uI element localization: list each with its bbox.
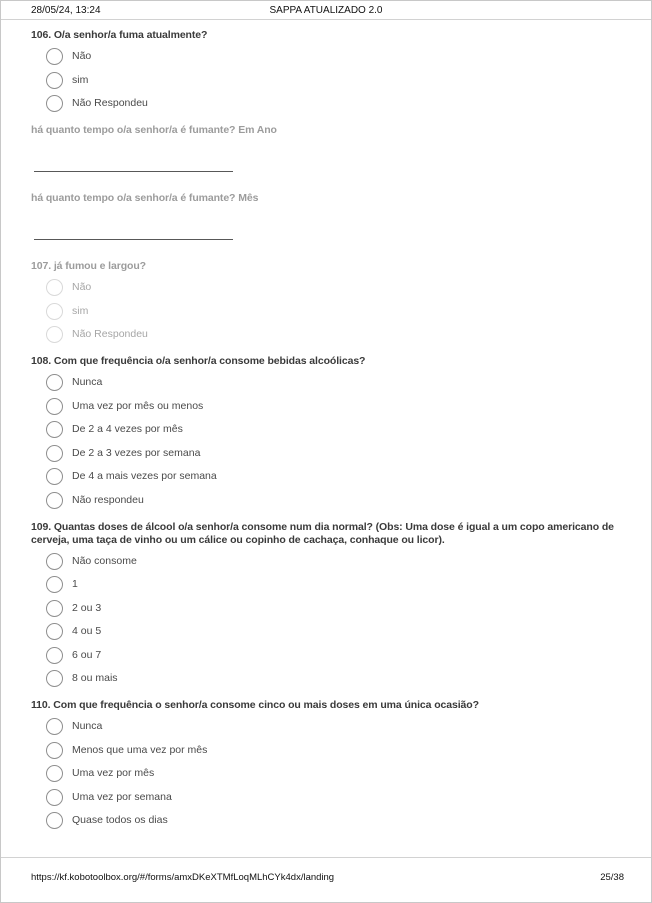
- print-datetime: 28/05/24, 13:24: [31, 5, 101, 16]
- radio-option: [46, 326, 627, 343]
- radio-option-label: Não Respondeu: [72, 328, 148, 340]
- radio-option[interactable]: [46, 576, 627, 593]
- radio-option-label: Não consome: [72, 554, 137, 567]
- radio-icon[interactable]: [46, 742, 63, 759]
- radio-icon[interactable]: [46, 72, 63, 89]
- radio-option-label: Nunca: [72, 720, 103, 732]
- radio-icon[interactable]: [46, 374, 63, 391]
- text-input[interactable]: [34, 239, 233, 240]
- question-label: há quanto tempo o/a senhor/a é fumante? Em Ano: [31, 124, 277, 136]
- question-label: 109. Quantas doses de álcool o/a senhor/a consome num dia normal? (Obs: Uma dose é igual a um copo americano de cerveja, uma taça de vinho ou um cálice ou copinho de cachaça, conhaque ou licor).: [31, 520, 614, 546]
- radio-option-label: De 2 a 4 vezes por mês: [72, 423, 183, 435]
- radio-option[interactable]: [46, 718, 627, 735]
- radio-icon[interactable]: [46, 421, 63, 438]
- radio-option-label: Nunca: [72, 376, 103, 388]
- question-106: [31, 29, 627, 112]
- radio-option-label: 1: [72, 578, 78, 590]
- question-108: [31, 355, 627, 509]
- print-header: [1, 1, 651, 20]
- radio-icon[interactable]: [46, 812, 63, 829]
- radio-option-label: De 2 a 3 vezes por semana: [72, 446, 201, 459]
- radio-option-label: Não: [72, 281, 92, 293]
- radio-icon[interactable]: [46, 623, 63, 640]
- radio-option[interactable]: [46, 445, 627, 462]
- radio-option[interactable]: [46, 812, 627, 829]
- radio-icon: [46, 279, 63, 296]
- question-label: 108. Com que frequência o/a senhor/a consome bebidas alcoólicas?: [31, 355, 366, 367]
- radio-option[interactable]: [46, 742, 627, 759]
- radio-icon[interactable]: [46, 553, 63, 570]
- radio-option-label: De 4 a mais vezes por semana: [72, 470, 217, 482]
- radio-option[interactable]: [46, 374, 627, 391]
- question-label: 106. O/a senhor/a fuma atualmente?: [31, 29, 208, 41]
- document-title: SAPPA ATUALIZADO 2.0: [269, 5, 383, 16]
- radio-option-label: Não: [72, 50, 92, 62]
- page-indicator: 25/38: [600, 872, 624, 883]
- text-input[interactable]: [34, 171, 233, 172]
- radio-icon[interactable]: [46, 647, 63, 664]
- radio-option-label: Uma vez por mês ou menos: [72, 399, 204, 412]
- radio-option-label: sim: [72, 304, 89, 317]
- radio-option-label: sim: [72, 73, 89, 86]
- form-content: [1, 20, 651, 857]
- radio-option-label: Menos que uma vez por mês: [72, 743, 208, 756]
- radio-option[interactable]: [46, 421, 627, 438]
- question-label: há quanto tempo o/a senhor/a é fumante? Mês: [31, 192, 259, 204]
- radio-icon[interactable]: [46, 600, 63, 617]
- radio-option[interactable]: [46, 623, 627, 640]
- question-107: [31, 260, 627, 343]
- radio-icon: [46, 303, 63, 320]
- radio-option[interactable]: [46, 492, 627, 509]
- radio-option-label: 4 ou 5: [72, 625, 102, 637]
- radio-option[interactable]: [46, 670, 627, 687]
- radio-icon[interactable]: [46, 398, 63, 415]
- radio-option-label: Não Respondeu: [72, 97, 148, 109]
- question-label: 107. já fumou e largou?: [31, 260, 146, 272]
- question-smoking-months: [31, 192, 627, 240]
- radio-icon[interactable]: [46, 765, 63, 782]
- radio-icon[interactable]: [46, 576, 63, 593]
- radio-icon[interactable]: [46, 445, 63, 462]
- radio-option[interactable]: [46, 398, 627, 415]
- radio-icon[interactable]: [46, 789, 63, 806]
- radio-option[interactable]: [46, 600, 627, 617]
- radio-option[interactable]: [46, 468, 627, 485]
- radio-icon[interactable]: [46, 492, 63, 509]
- radio-option-label: Uma vez por semana: [72, 790, 172, 803]
- question-110: [31, 699, 627, 829]
- radio-option: [46, 279, 627, 296]
- radio-option[interactable]: [46, 95, 627, 112]
- radio-option-label: 2 ou 3: [72, 601, 102, 614]
- question-109: [31, 521, 627, 688]
- radio-option[interactable]: [46, 789, 627, 806]
- print-footer: [1, 857, 651, 902]
- radio-option[interactable]: [46, 553, 627, 570]
- radio-icon: [46, 326, 63, 343]
- question-smoking-years: [31, 124, 627, 172]
- radio-option[interactable]: [46, 765, 627, 782]
- radio-icon[interactable]: [46, 48, 63, 65]
- radio-option[interactable]: [46, 72, 627, 89]
- radio-icon[interactable]: [46, 670, 63, 687]
- radio-option: [46, 303, 627, 320]
- radio-option[interactable]: [46, 48, 627, 65]
- radio-option-label: Quase todos os dias: [72, 814, 168, 826]
- radio-icon[interactable]: [46, 468, 63, 485]
- footer-url: https://kf.kobotoolbox.org/#/forms/amxDKeXTMfLoqMLhCYk4dx/landing: [31, 872, 335, 883]
- radio-icon[interactable]: [46, 95, 63, 112]
- radio-option-label: Uma vez por mês: [72, 767, 155, 779]
- question-label: 110. Com que frequência o senhor/a consome cinco ou mais doses em uma única ocasião?: [31, 699, 479, 711]
- radio-option-label: 6 ou 7: [72, 648, 102, 661]
- radio-option[interactable]: [46, 647, 627, 664]
- radio-option-label: Não respondeu: [72, 493, 144, 506]
- radio-option-label: 8 ou mais: [72, 672, 118, 684]
- radio-icon[interactable]: [46, 718, 63, 735]
